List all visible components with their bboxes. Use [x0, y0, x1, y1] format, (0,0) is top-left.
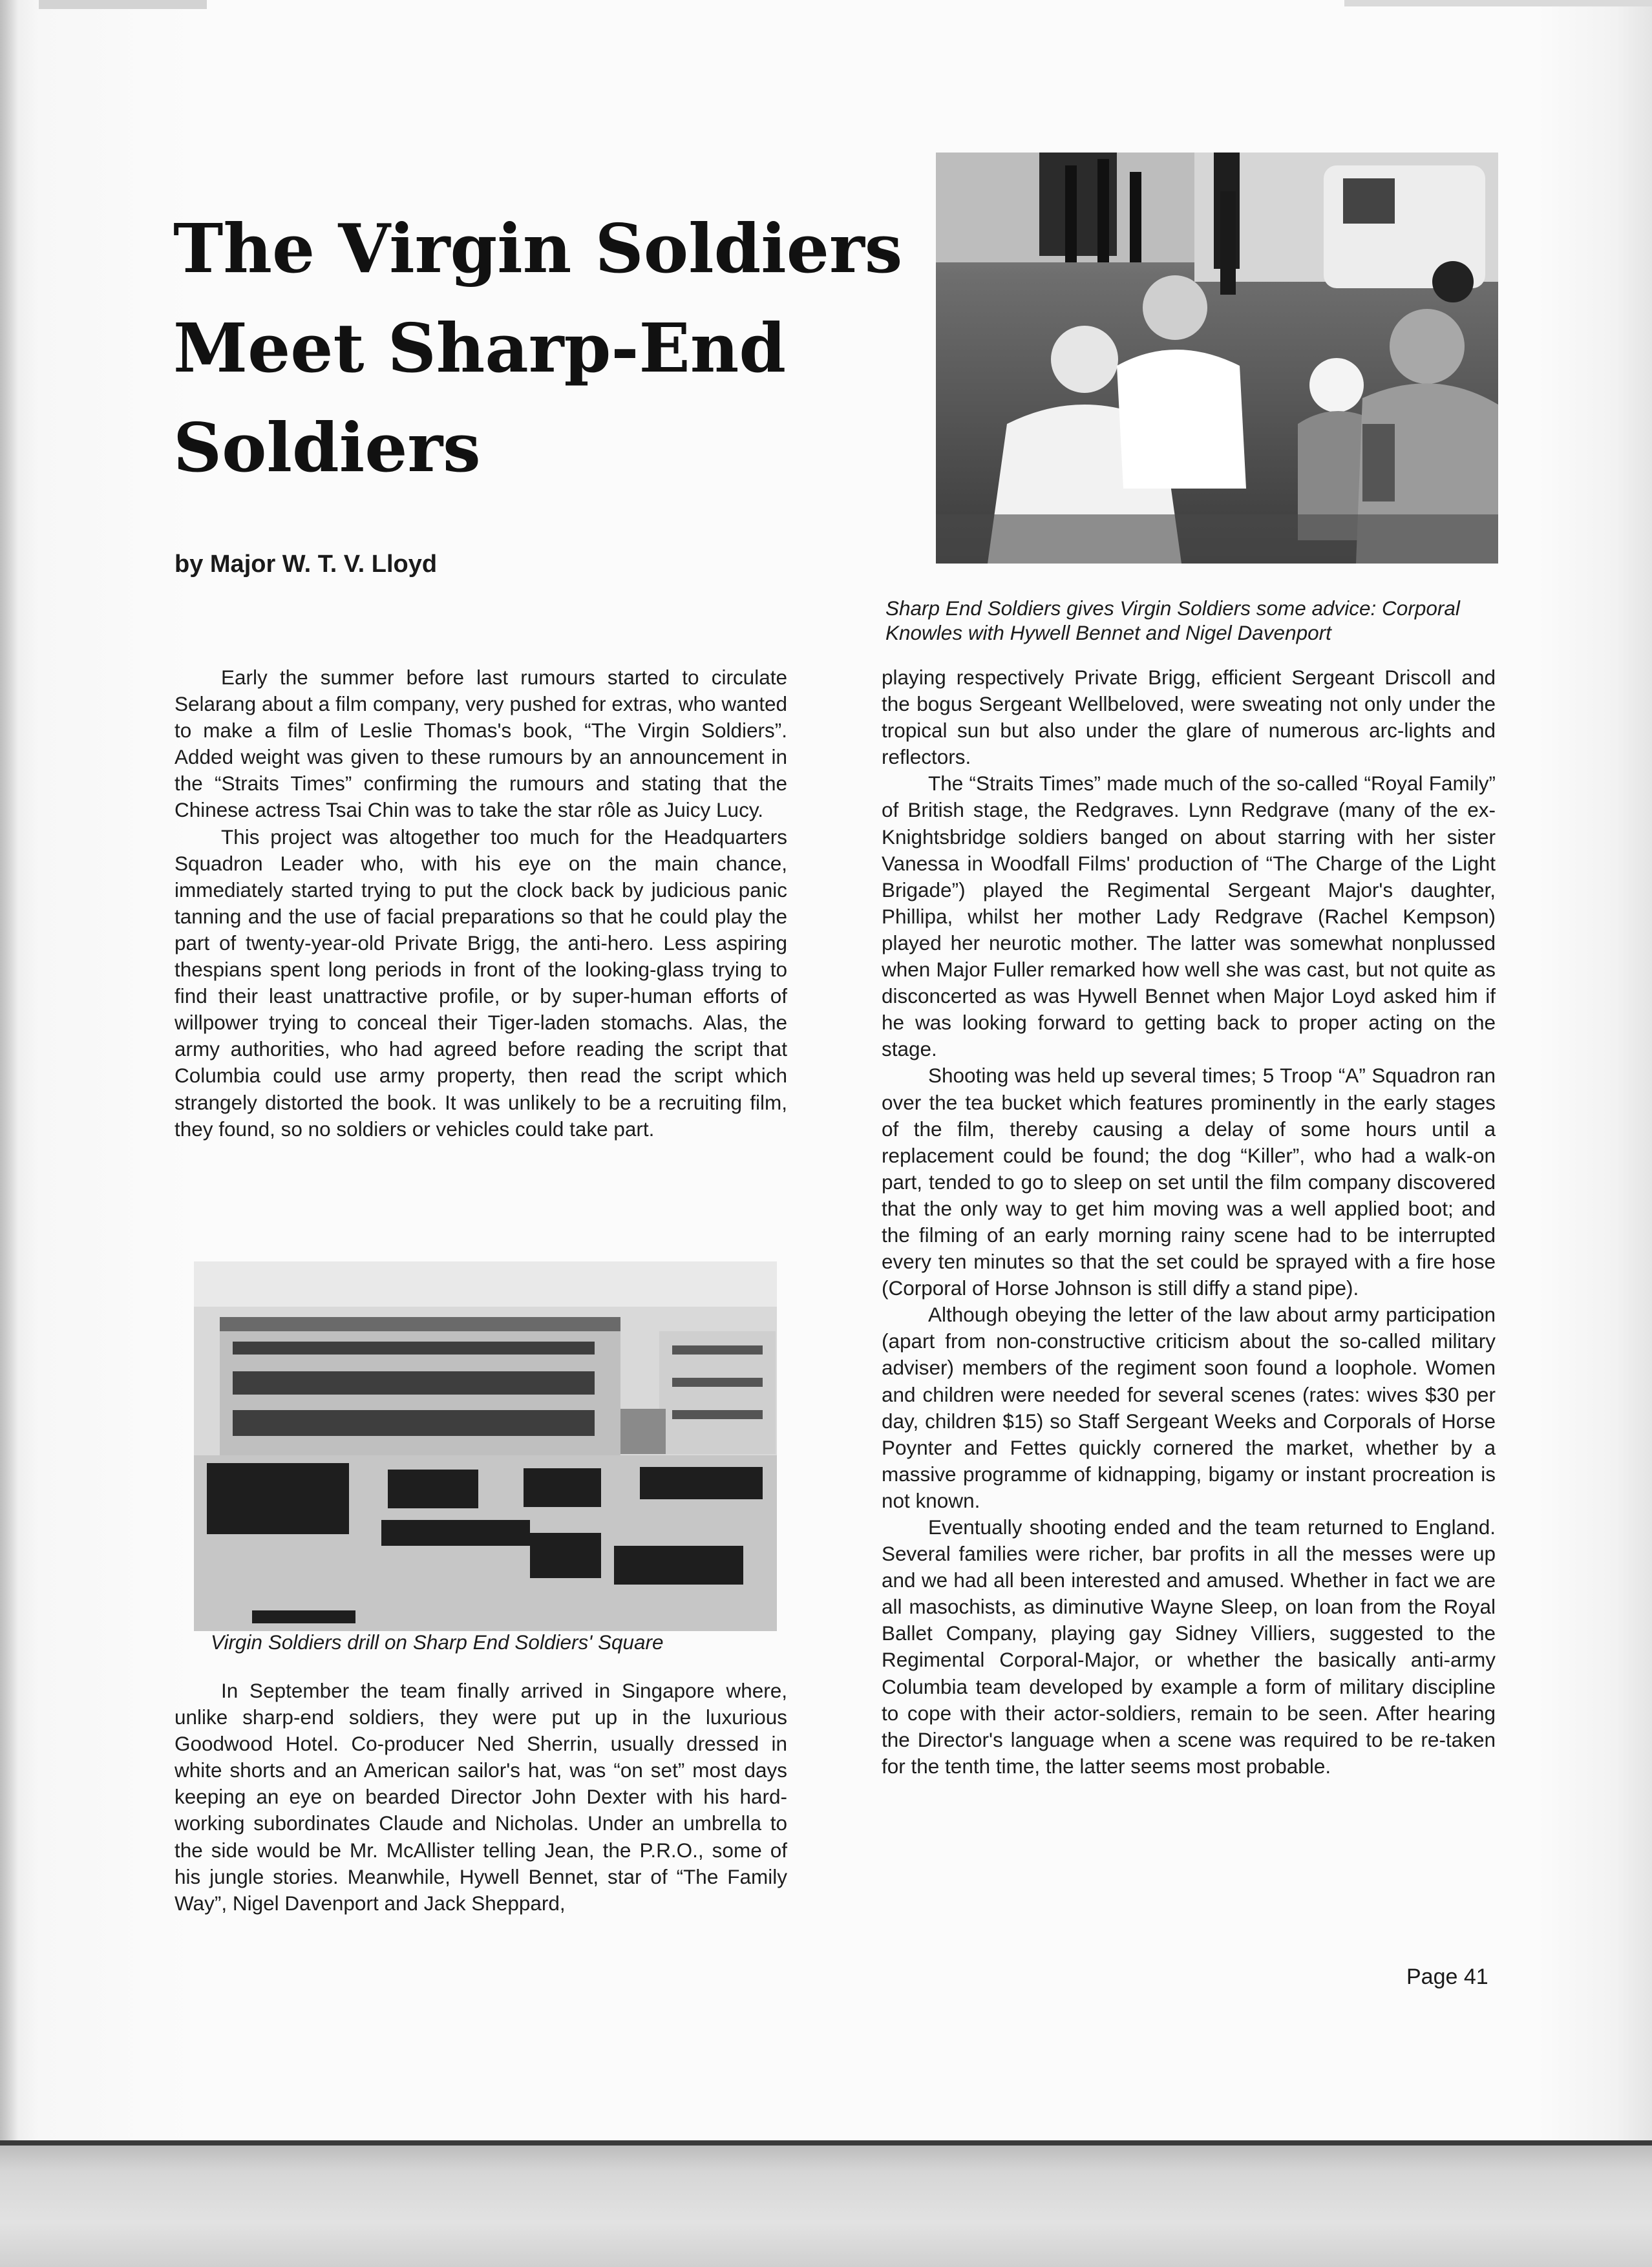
scan-edge-mark: [1344, 0, 1652, 6]
paragraph: In September the team finally arrived in Singapore where, unlike sharp-end soldiers, they were put up in the luxurious Goodwood Hotel. Co-producer Ned Sherrin, usually dressed in white shorts and an American sailor's hat, was “on set” most days keeping an eye on bearded Director John Dexter with his hard-working subordinates Claude and Nicholas. Under an umbrella to the side would be Mr. McAllister telling Jean, the P.R.O., some of his jungle stories. Meanwhile, Hywell Bennet, star of “The Family Way”, Nigel Davenport and Jack Sheppard,: [175, 1679, 787, 1915]
paragraph: Shooting was held up several times; 5 Troop “A” Squadron ran over the tea bucket which features prominently in the early stages of the film, thereby causing a delay of some hours until a replacement could be found; the dog “Killer”, who had a walk-on part, tended to go to sleep on set until the film company discovered that the only way to get him moving was a well applied boot; and the filming of an early morning rainy scene had to be interrupted every ten minutes so that the set could be sprayed with a fire hose (Corporal of Horse Johnson is still diffy a stand pipe).: [882, 1064, 1496, 1300]
article-byline: by Major W. T. V. Lloyd: [175, 551, 438, 578]
binding-edge: [0, 2140, 1652, 2146]
scan-edge-mark: [39, 0, 207, 9]
paragraph: playing respectively Private Brigg, efficient Sergeant Driscoll and the bogus Sergeant Wellbeloved, were sweating not only under the tropical sun but also under the glare of numerous arc-lights and reflectors.: [882, 666, 1496, 769]
paragraph: This project was altogether too much for the Headquarters Squadron Leader who, with his eye on the main chance, immediately started trying to put the clock back by judicious panic tanning and the use of facial preparations so that he could play the part of twenty-year-old Private Brigg, the anti-hero. Less aspiring thespians spent long periods in front of the looking-glass trying to find their least unattractive profile, or by super-human efforts of willpower trying to conceal their Tiger-laden stomachs. Alas, the army authorities, who had agreed before reading the script that Columbia could use army property, then read the script which strangely distorted the book. It was unlikely to be a recruiting film, they found, so no soldiers or vehicles could take part.: [175, 825, 787, 1141]
paragraph: Eventually shooting ended and the team returned to England. Several families were richer, bar profits in all the messes were up and we had all been interested and amused. Whether in fact we are all masochists, as diminutive Wayne Sleep, on loan from the Royal Ballet Company, playing gay Sidney Villiers, suggested to the Regimental Corporal-Major, or whether the basically anti-army Columbia team developed by example a form of military discipline to cope with their actor-soldiers, remain to be seen. After hearing the Director's language when a scene was required to be re-taken for the tenth time, the latter seems most probable.: [882, 1515, 1496, 1778]
binding-shadow: [0, 2146, 1652, 2267]
page-number: Page 41: [1406, 1965, 1488, 1989]
photo-caption: Virgin Soldiers drill on Sharp End Soldiers' Square: [211, 1630, 664, 1654]
photo-caption: Sharp End Soldiers gives Virgin Soldiers some advice: Corporal Knowles with Hywell Bennet and Nigel Davenport: [885, 596, 1460, 644]
paragraph: Although obeying the letter of the law about army participation (apart from non-constructive criticism about the so-called military adviser) members of the regiment soon found a loophole. Women and children were needed for several scenes (rates: wives $30 per day, children $15) so Staff Sergeant Weeks and Corporals of Horse Poynter and Fettes quickly cornered the market, whether by a massive programme of kidnapping, bigamy or instant procreation is not known.: [882, 1303, 1496, 1512]
paragraph: Early the summer before last rumours started to circulate Selarang about a film company, very pushed for extras, who wanted to make a film of Leslie Thomas's book, “The Virgin Soldiers”. Added weight was given to these rumours by an announcement in the “Straits Times” confirming the rumours and stating that the Chinese actress Tsai Chin was to take the star rôle as Juicy Lucy.: [175, 666, 787, 822]
article-column: [175, 1678, 787, 1917]
page-edge-shadow: [0, 0, 18, 2267]
article-title: The Virgin Soldiers Meet Sharp-End Soldiers: [173, 209, 903, 487]
paragraph: The “Straits Times” made much of the so-called “Royal Family” of British stage, the Redgraves. Lynn Redgrave (many of the ex-Knightsbridge soldiers banged on about starring with her sister Vanessa in Woodfall Films' production of “The Charge of the Light Brigade”) played the Regimental Sergeant Major's daughter, Phillipa, whilst her mother Lady Redgrave (Rachel Kempson) played her neurotic mother. The latter was somewhat nonplussed when Major Fuller remarked how well she was cast, but not quite as disconcerted as was Hywell Bennet when Major Loyd asked him if he was looking forward to getting back to proper acting on the stage.: [882, 772, 1496, 1061]
photo-soldiers-with-actors: [936, 153, 1498, 564]
article-column: [882, 664, 1496, 1780]
article-column: [175, 664, 787, 1143]
photo-drill-square: [194, 1261, 777, 1631]
